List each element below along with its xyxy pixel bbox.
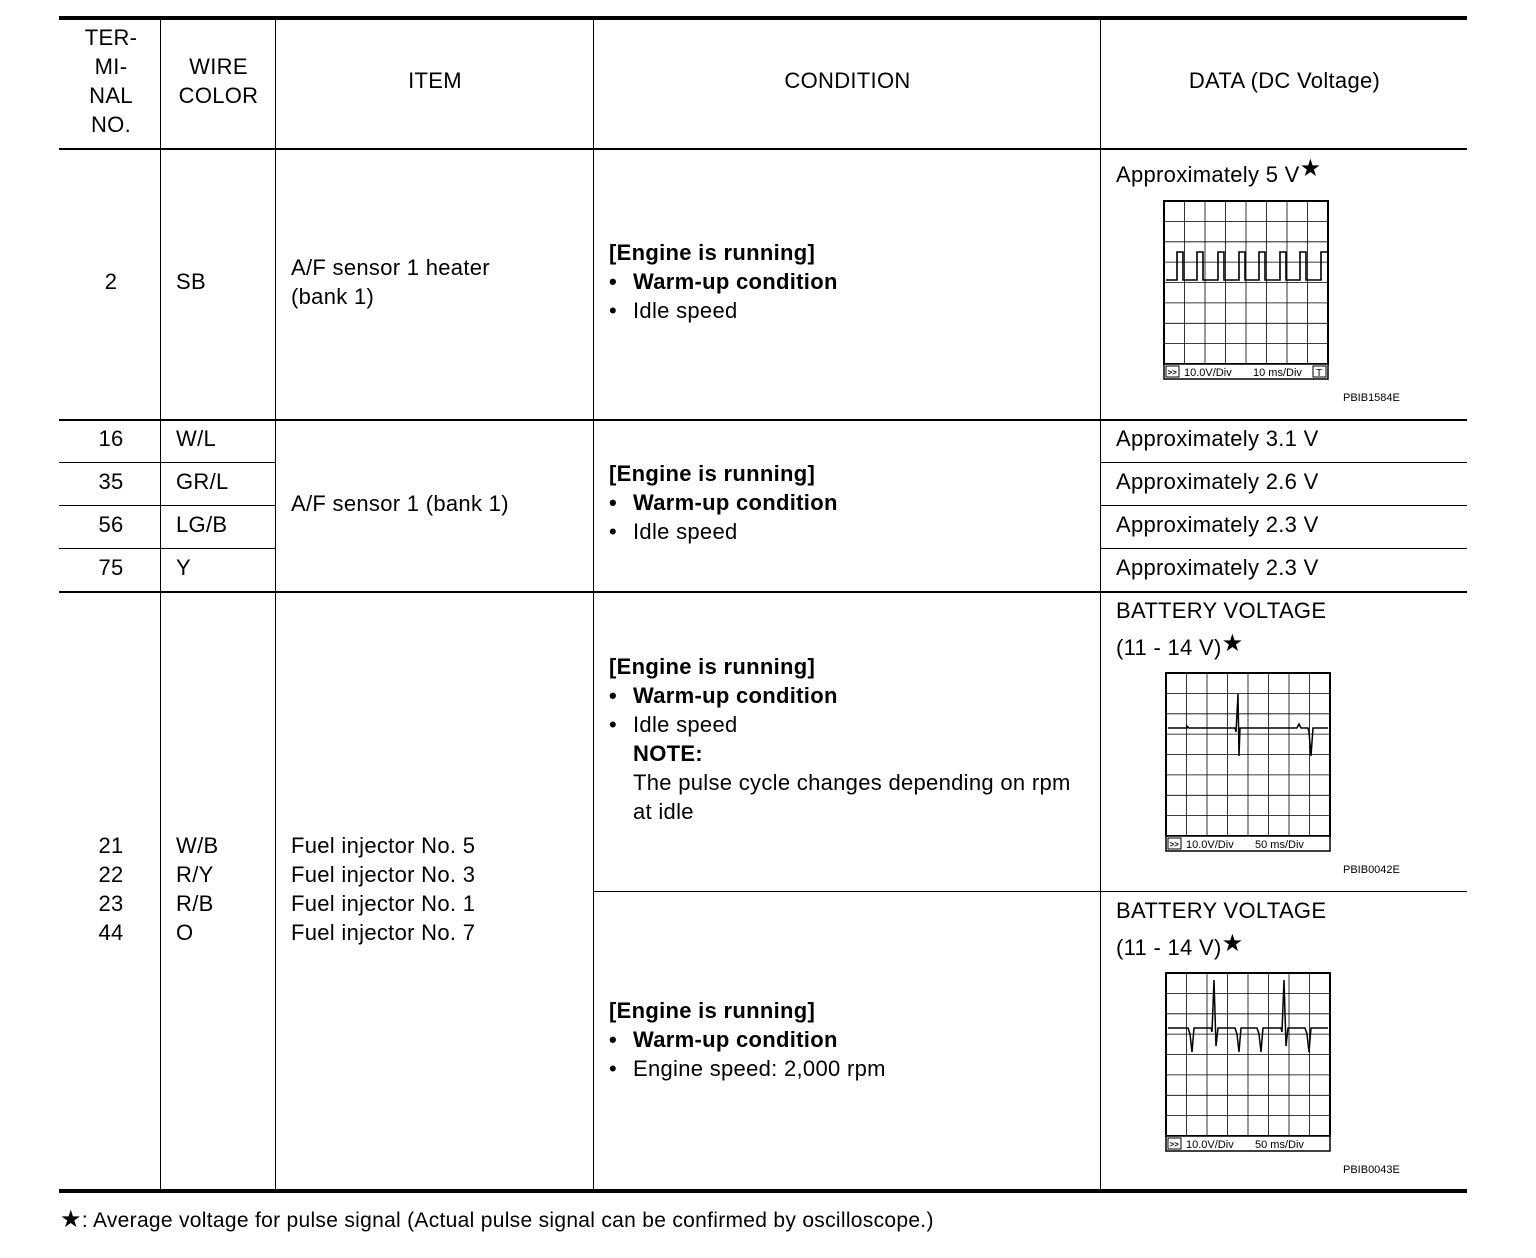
row1-item: A/F sensor 1 heater (bank 1) — [291, 255, 490, 309]
oscilloscope-waveform-2 — [1165, 672, 1332, 853]
row3b-figure-code: PBIB0043E — [1343, 1164, 1400, 1176]
row2-terminal-1: 16 — [98, 426, 124, 451]
col-divider-4 — [1100, 18, 1101, 1191]
row3a-data-1: BATTERY VOLTAGE — [1116, 598, 1327, 623]
header-condition: CONDITION — [784, 68, 911, 93]
row2-divider-1-data — [1100, 462, 1467, 463]
row3a-figure-code: PBIB0042E — [1343, 864, 1400, 876]
svg-text:>>: >> — [1169, 1140, 1179, 1149]
row3a-data-2: (11 - 14 V)★ — [1116, 630, 1244, 660]
row1-data: Approximately 5 V★ — [1116, 155, 1322, 187]
row2-terminal-4: 75 — [98, 555, 124, 580]
star-icon: ★ — [1221, 630, 1244, 657]
scope3-time-label: 50 ms/Div — [1255, 1139, 1304, 1151]
row3-wires: W/B R/Y R/B O — [176, 833, 219, 945]
star-icon: ★ — [1299, 155, 1322, 182]
row1-condition: [Engine is running] • Warm-up condition • Idle speed — [609, 240, 838, 323]
row2-wire-3: LG/B — [176, 512, 228, 537]
footnote-text: : Average voltage for pulse signal (Actual pulse signal can be confirmed by oscilloscope.) — [81, 1209, 934, 1232]
row2-condition: [Engine is running] • Warm-up condition • Idle speed — [609, 461, 838, 544]
row3-terminals: 21 22 23 44 — [98, 833, 124, 945]
row2-divider-3 — [59, 548, 275, 549]
star-icon: ★ — [1221, 930, 1244, 957]
row2-terminal-2: 35 — [98, 469, 124, 494]
header-wire-color: WIRE COLOR — [178, 54, 259, 108]
row2-data-4: Approximately 2.3 V — [1116, 555, 1319, 580]
row3b-data-2: (11 - 14 V)★ — [1116, 930, 1244, 960]
star-icon: ★ — [60, 1206, 82, 1233]
row3b-condition: [Engine is running] • Warm-up condition • Engine speed: 2,000 rpm — [609, 998, 886, 1081]
row2-divider-2 — [59, 505, 275, 506]
row2-wire-4: Y — [176, 555, 191, 580]
svg-text:>>: >> — [1169, 840, 1179, 849]
row3-split-border — [593, 891, 1467, 892]
row3a-condition: [Engine is running] • Warm-up condition • Idle speed NOTE: The pulse cycle changes depending on rpm at idle — [609, 654, 1071, 824]
row2-bottom-border — [59, 591, 1467, 593]
header-bottom-border — [59, 148, 1467, 150]
scope2-volt-label: 10.0V/Div — [1186, 839, 1234, 851]
row2-divider-1 — [59, 462, 275, 463]
row3b-data-1: BATTERY VOLTAGE — [1116, 898, 1327, 923]
row2-divider-3-data — [1100, 548, 1467, 549]
table-top-border — [59, 16, 1467, 20]
row1-wire: SB — [176, 269, 206, 294]
scope1-trigger-label: T — [1316, 368, 1323, 379]
scope2-time-label: 50 ms/Div — [1255, 839, 1304, 851]
col-divider-1 — [160, 18, 161, 1191]
header-data: DATA (DC Voltage) — [1188, 68, 1381, 93]
row1-bottom-border — [59, 419, 1467, 421]
header-item: ITEM — [408, 68, 462, 93]
row1-figure-code: PBIB1584E — [1343, 392, 1400, 404]
svg-text:>>: >> — [1167, 368, 1177, 377]
table-bottom-border — [59, 1189, 1467, 1193]
row1-terminal: 2 — [104, 269, 118, 294]
scope3-volt-label: 10.0V/Div — [1186, 1139, 1234, 1151]
col-divider-2 — [275, 18, 276, 1191]
row3-items: Fuel injector No. 5 Fuel injector No. 3 Fuel injector No. 1 Fuel injector No. 7 — [291, 833, 476, 945]
footnote — [60, 1205, 934, 1235]
row2-wire-1: W/L — [176, 426, 217, 451]
row2-data-3: Approximately 2.3 V — [1116, 512, 1319, 537]
row2-divider-2-data — [1100, 505, 1467, 506]
oscilloscope-waveform-1 — [1163, 200, 1330, 381]
row2-wire-2: GR/L — [176, 469, 229, 494]
row2-data-1: Approximately 3.1 V — [1116, 426, 1319, 451]
row2-item: A/F sensor 1 (bank 1) — [291, 491, 509, 516]
scope1-volt-label: 10.0V/Div — [1184, 367, 1232, 379]
oscilloscope-waveform-3 — [1165, 972, 1332, 1153]
row2-data-2: Approximately 2.6 V — [1116, 469, 1319, 494]
scope1-time-label: 10 ms/Div — [1253, 367, 1302, 379]
header-terminal: TER- MI- NAL NO. — [84, 25, 138, 137]
col-divider-3 — [593, 18, 594, 1191]
row2-terminal-3: 56 — [98, 512, 124, 537]
